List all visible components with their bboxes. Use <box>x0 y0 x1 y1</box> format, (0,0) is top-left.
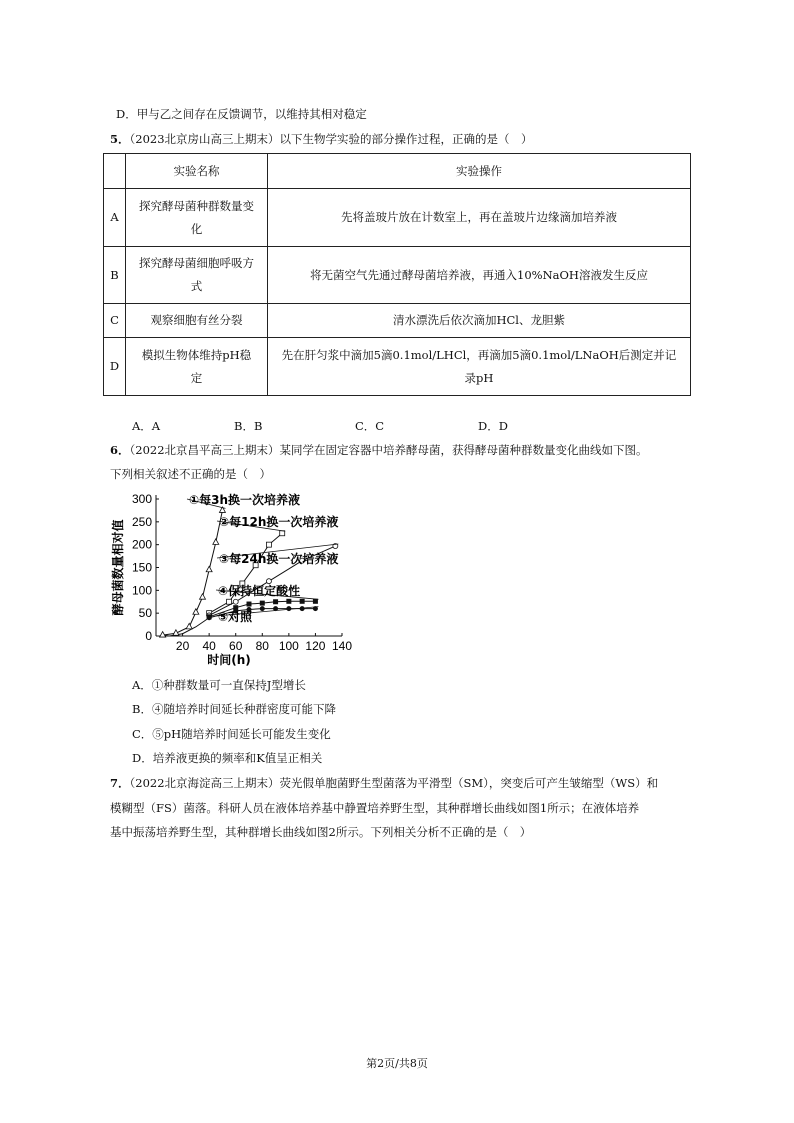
y-tick-label: 50 <box>138 606 152 621</box>
question-6-stem-2: 下列相关叙述不正确的是（ ） <box>110 467 271 481</box>
experiment-name: 观察细胞有丝分裂 <box>126 304 268 338</box>
x-tick-label: 40 <box>202 639 216 653</box>
data-point <box>273 599 278 604</box>
series-label: ②每12h换一次培养液 <box>219 515 339 529</box>
y-tick-label: 200 <box>131 537 152 552</box>
data-point <box>286 599 291 604</box>
data-point <box>300 599 305 604</box>
table-row <box>104 189 691 247</box>
option-d[interactable]: D．D <box>478 419 508 433</box>
row-label: D <box>104 338 126 396</box>
experiment-name <box>126 247 268 304</box>
operation-line: 录pH <box>464 370 494 385</box>
data-point <box>260 606 265 611</box>
q6-option-d[interactable]: D．培养液更换的频率和K值呈正相关 <box>132 751 323 765</box>
row-label: C <box>104 304 126 338</box>
question-7-stem-2: 模糊型（FS）菌落。科研人员在液体培养基中静置培养野生型，其种群增长曲线如图1所示；在液体培养 <box>110 801 640 815</box>
question-number: 5． <box>110 132 130 146</box>
x-tick-label: 80 <box>255 639 269 653</box>
series-label: ③每24h换一次培养液 <box>219 552 339 566</box>
q6-option-c[interactable]: C．⑤pH随培养时间延长可能发生变化 <box>132 727 331 741</box>
data-point <box>233 599 238 604</box>
experiment-operation <box>268 338 691 396</box>
question-text: （2023北京房山高三上期末）以下生物学实验的部分操作过程，正确的是（ ） <box>129 132 533 146</box>
x-tick-label: 140 <box>331 639 353 653</box>
experiment-operation: 清水漂洗后依次滴加HCl、龙胆紫 <box>268 304 691 338</box>
data-point <box>206 566 212 572</box>
question-number: 7． <box>110 776 130 790</box>
table-header-cell: 实验名称 <box>126 154 268 189</box>
question-7-stem-3: 基中振荡培养野生型，其种群增长曲线如图2所示。下列相关分析不正确的是（ ） <box>110 825 532 839</box>
y-tick-label: 0 <box>145 629 152 643</box>
x-tick-label: 60 <box>229 639 243 653</box>
q4-option-d: D．甲与乙之间存在反馈调节，以维持其相对稳定 <box>116 107 367 121</box>
data-point <box>213 539 219 545</box>
y-tick-label: 250 <box>131 514 152 529</box>
data-point <box>207 615 212 620</box>
y-tick-label: 100 <box>131 583 152 598</box>
q6-option-b[interactable]: B．④随培养时间延长种群密度可能下降 <box>132 702 336 716</box>
name-line: 探究酵母菌细胞呼吸方 <box>139 256 254 270</box>
data-point <box>266 579 271 584</box>
data-point <box>186 623 192 629</box>
page-footer: 第2页/共8页 <box>366 1057 428 1070</box>
table-row <box>104 304 691 338</box>
x-tick-label: 100 <box>278 639 299 653</box>
data-point <box>260 601 265 606</box>
data-point <box>280 531 285 536</box>
series-label: ④保持恒定酸性 <box>218 584 301 598</box>
option-c[interactable]: C．C <box>355 419 385 433</box>
option-a[interactable]: A．A <box>132 419 161 433</box>
x-tick-label: 120 <box>305 639 326 653</box>
yeast-growth-chart <box>108 488 368 668</box>
x-tick-label: 20 <box>175 639 190 653</box>
data-point <box>266 542 271 547</box>
question-number: 6． <box>110 443 130 457</box>
x-axis-label: 时间(h) <box>207 653 251 667</box>
data-point <box>247 602 252 607</box>
experiment-name <box>126 338 268 396</box>
table-row <box>104 247 691 304</box>
table-header-row <box>104 154 691 189</box>
q5-options <box>0 418 794 436</box>
shared-initial-curve <box>163 618 210 636</box>
operation-line: 先在肝匀浆中滴加5滴0.1mol/LHCl，再滴加5滴0.1mol/LNaOH后测定并记 <box>281 347 677 362</box>
series-label: ①每3h换一次培养液 <box>189 493 301 507</box>
question-5-stem <box>110 131 533 147</box>
y-axis-label: 酵母菌数量相对值 <box>111 519 125 616</box>
name-line: 式 <box>190 279 203 293</box>
table-header-cell <box>104 154 126 189</box>
q6-option-a[interactable]: A．①种群数量可一直保持J型增长 <box>132 678 306 692</box>
series-label: ⑤对照 <box>218 610 253 624</box>
experiment-table <box>103 153 691 396</box>
data-point <box>227 599 232 604</box>
name-line: 探究酵母菌种群数量变 <box>139 198 254 213</box>
name-line: 化 <box>190 221 203 236</box>
question-7-stem <box>110 775 658 791</box>
question-text: （2022北京昌平高三上期末）某同学在固定容器中培养酵母菌，获得酵母菌种群数量变化曲线如下图。 <box>129 443 648 457</box>
experiment-operation: 先将盖玻片放在计数室上，再在盖玻片边缘滴加培养液 <box>268 189 691 247</box>
name-line: 模拟生物体维持pH稳 <box>141 347 252 362</box>
data-point <box>193 609 199 615</box>
experiment-operation: 将无菌空气先通过酵母菌培养液，再通入10%NaOH溶液发生反应 <box>268 247 691 304</box>
row-label: B <box>104 247 126 304</box>
experiment-name <box>126 189 268 247</box>
data-point <box>286 606 291 611</box>
table-header-cell: 实验操作 <box>268 154 691 189</box>
name-line: 定 <box>190 370 203 385</box>
table-row <box>104 338 691 396</box>
chart-svg <box>108 488 368 668</box>
y-tick-label: 300 <box>131 492 152 506</box>
data-point <box>200 594 206 600</box>
y-tick-label: 150 <box>131 560 152 575</box>
row-label: A <box>104 189 126 247</box>
question-6-stem <box>110 442 648 458</box>
question-text: （2022北京海淀高三上期末）荧光假单胞菌野生型菌落为平滑型（SM），突变后可产生皱缩型（WS）和 <box>129 776 659 790</box>
option-b[interactable]: B．B <box>234 419 263 433</box>
